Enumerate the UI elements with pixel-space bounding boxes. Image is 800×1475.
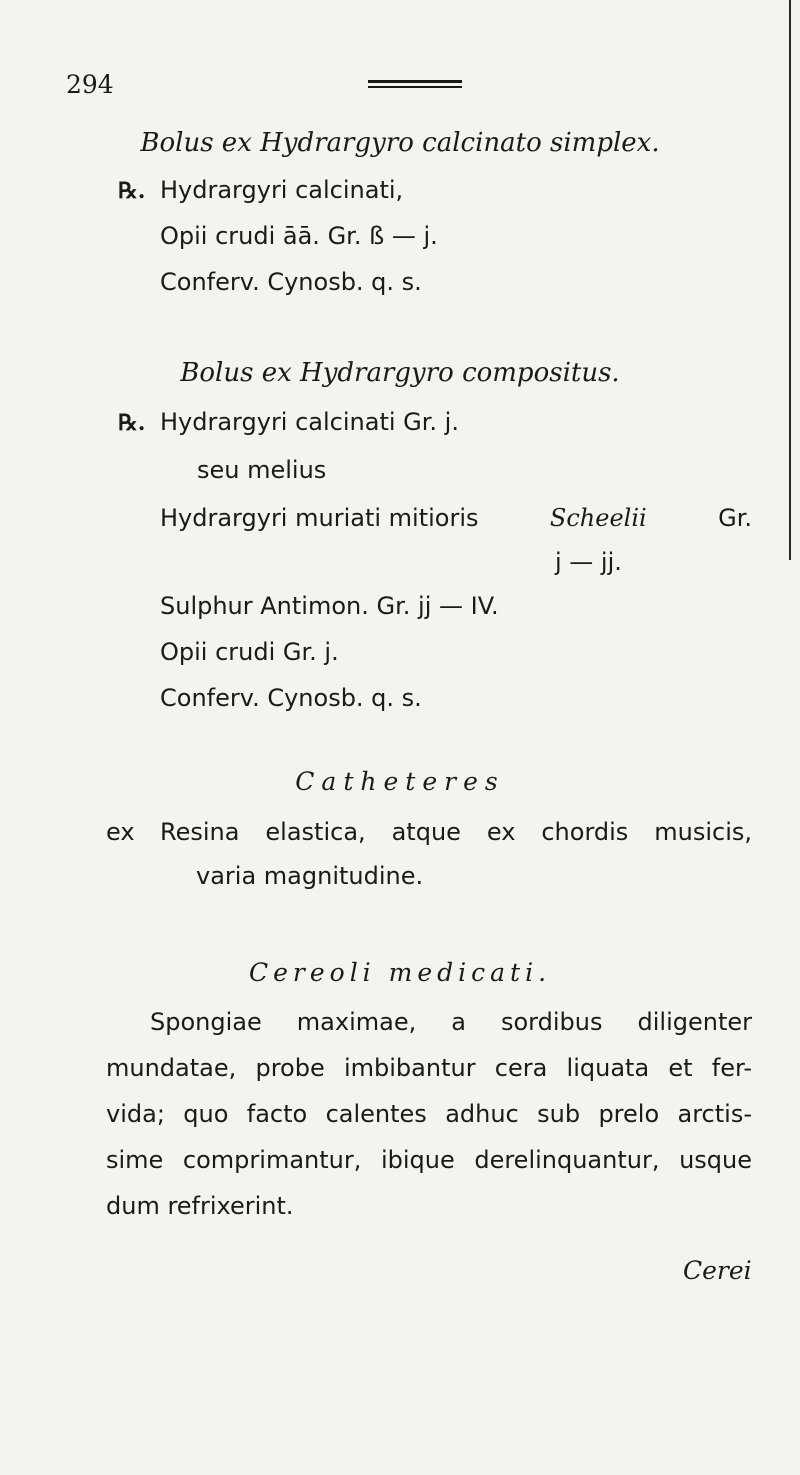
rx-symbol: ℞. (118, 178, 146, 204)
paragraph-line: mundatae, probe imbibantur cera liquata et fer- (106, 1054, 752, 1082)
body-line: Resina elastica, atque ex chordis musicis, (160, 818, 752, 846)
paragraph-line: sime comprimantur, ibique derelinquantur, usque (106, 1146, 752, 1174)
body-line: varia magnitudine. (196, 862, 424, 890)
recipe-line-scheele (160, 504, 752, 532)
heading-bolus-simplex: Bolus ex Hydrargyro calcinato simplex. (140, 128, 660, 158)
recipe-text: Gr. (718, 504, 752, 532)
catchword: Cerei (683, 1256, 752, 1285)
recipe-line: Sulphur Antimon. Gr. jj — IV. (160, 592, 499, 620)
rx-symbol: ℞. (118, 410, 146, 436)
heading-catheteres: Catheteres (295, 767, 505, 796)
header-ornament-rule (368, 80, 462, 90)
recipe-line: j — jj. (555, 548, 622, 576)
recipe-line: Hydrargyri calcinati, (160, 176, 404, 204)
recipe-text: Hydrargyri muriati mitioris (160, 504, 479, 532)
recipe-line: Opii crudi Gr. j. (160, 638, 339, 666)
author-name: Scheelii (549, 504, 647, 532)
recipe-line: Hydrargyri calcinati Gr. j. (160, 408, 459, 436)
recipe-line: seu melius (197, 456, 327, 484)
recipe-line: Opii crudi āā. Gr. ß — j. (160, 222, 438, 250)
page-edge-line (789, 0, 791, 560)
recipe-line: Conferv. Cynosb. q. s. (160, 268, 422, 296)
heading-cereoli: Cereoli medicati. (248, 958, 552, 987)
paragraph-line: dum refrixerint. (106, 1192, 294, 1220)
recipe-line: Conferv. Cynosb. q. s. (160, 684, 422, 712)
heading-bolus-compositus: Bolus ex Hydrargyro compositus. (180, 358, 620, 388)
prefix-ex: ex (106, 818, 135, 846)
paragraph-line: vida; quo facto calentes adhuc sub prelo arctis- (106, 1100, 752, 1128)
page-number: 294 (66, 70, 114, 99)
paragraph-line: Spongiae maximae, a sordibus diligenter (150, 1008, 752, 1036)
